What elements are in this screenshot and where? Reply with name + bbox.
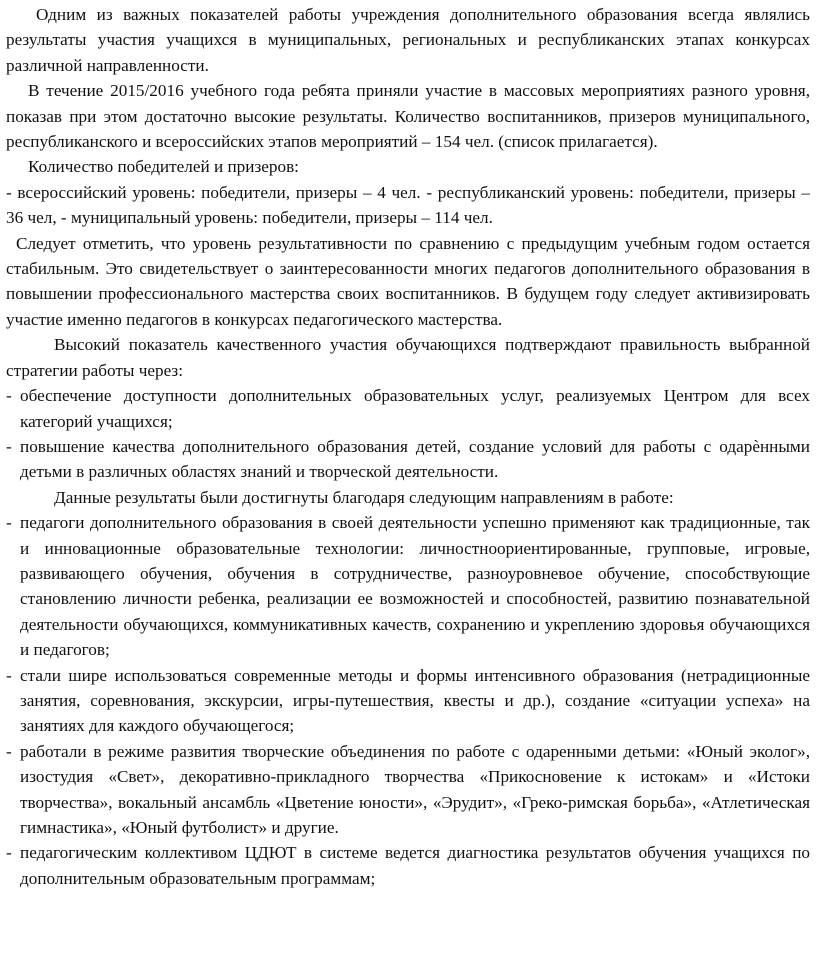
list-dash: - (6, 513, 12, 533)
paragraph-strategy-intro: Высокий показатель качественного участия обучающихся подтверждают правильность выбранной стратегии работы через: (6, 335, 810, 380)
paragraph-winners-heading: Количество победителей и призеров: (28, 157, 299, 177)
list-item-text: работали в режиме развития творческие объединения по работе с одаренными детьми: «Юный эколог», изостудия «Свет», декоративно-прикладного творчества «Прикосновение к истокам» и «Истоки творчества», вокальный ансамбль «Цветение юности», «Эрудит», «Греко-римская борьба», «Атлетическая гимнастика», «Юный футболист» и другие. (20, 741, 810, 837)
list-item-text: педагогическим коллективом ЦДЮТ в системе ведется диагностика результатов обучения учащихся по дополнительным образовательным программам; (20, 843, 810, 888)
list-dash: - (6, 436, 12, 456)
list-item-text: повышение качества дополнительного образования детей, создание условий для работы с одарѐнными детьми в различных областях знаний и творческой деятельности. (20, 436, 810, 482)
list-dash: - (6, 843, 12, 863)
list-item (6, 840, 810, 891)
list-item-text: стали шире использоваться современные методы и формы интенсивного образования (нетрадиционные занятия, соревнования, экскурсии, игры-путешествия, квесты и др.), создание «ситуации успеха» на занятиях для каждого обучающегося; (20, 665, 810, 736)
directions-list (6, 510, 810, 891)
list-item (6, 383, 810, 434)
paragraph-directions-intro: Данные результаты были достигнуты благодаря следующим направлениям в работе: (54, 487, 674, 507)
paragraph-intro: Одним из важных показателей работы учреждения дополнительного образования всегда являлись результаты участия учащихся в муниципальных, региональных и республиканских этапах конкурсах различной направленности. (6, 5, 810, 75)
list-item (6, 434, 810, 485)
list-item-text: педагоги дополнительного образования в своей деятельности успешно применяют как традиционные, так и инновационные образовательные технологии: личностноориентированные, групповые, игровые, развивающего обучения, обучения в сотрудничестве, разноуровневое обучение, способствующие становлению личности ребенка, реализации ее возможностей и способностей, развитию познавательной деятельности обучающихся, коммуникативных качеств, сохранению и укреплению здоровья обучающихся и педагогов; (20, 513, 810, 660)
list-item (6, 739, 810, 841)
list-item-text: обеспечение доступности дополнительных образовательных услуг, реализуемых Центром для всех категорий учащихся; (20, 386, 810, 431)
strategy-list (6, 383, 810, 485)
paragraph-stability: Следует отметить, что уровень результативности по сравнению с предыдущим учебным годом остается стабильным. Это свидетельствует о заинтересованности многих педагогов дополнительного образования в повышении профессионального мастерства своих воспитанников. В будущем году следует активизировать участие именно педагогов в конкурсах педагогического мастерства. (6, 233, 810, 329)
list-item (6, 663, 810, 739)
list-dash: - (6, 665, 12, 685)
list-dash: - (6, 741, 12, 761)
list-item (6, 510, 810, 662)
paragraph-participation: В течение 2015/2016 учебного года ребята приняли участие в массовых мероприятиях разного уровня, показав при этом достаточно высокие результаты. Количество воспитанников, призеров муниципального, республиканского и всероссийских этапов мероприятий – 154 чел. (список прилагается). (6, 81, 810, 152)
list-dash: - (6, 386, 12, 406)
paragraph-winners-levels: - всероссийский уровень: победители, призеры – 4 чел. - республиканский уровень: победители, призеры – 36 чел, - муниципальный уровень: победители, призеры – 114 чел. (6, 182, 810, 228)
